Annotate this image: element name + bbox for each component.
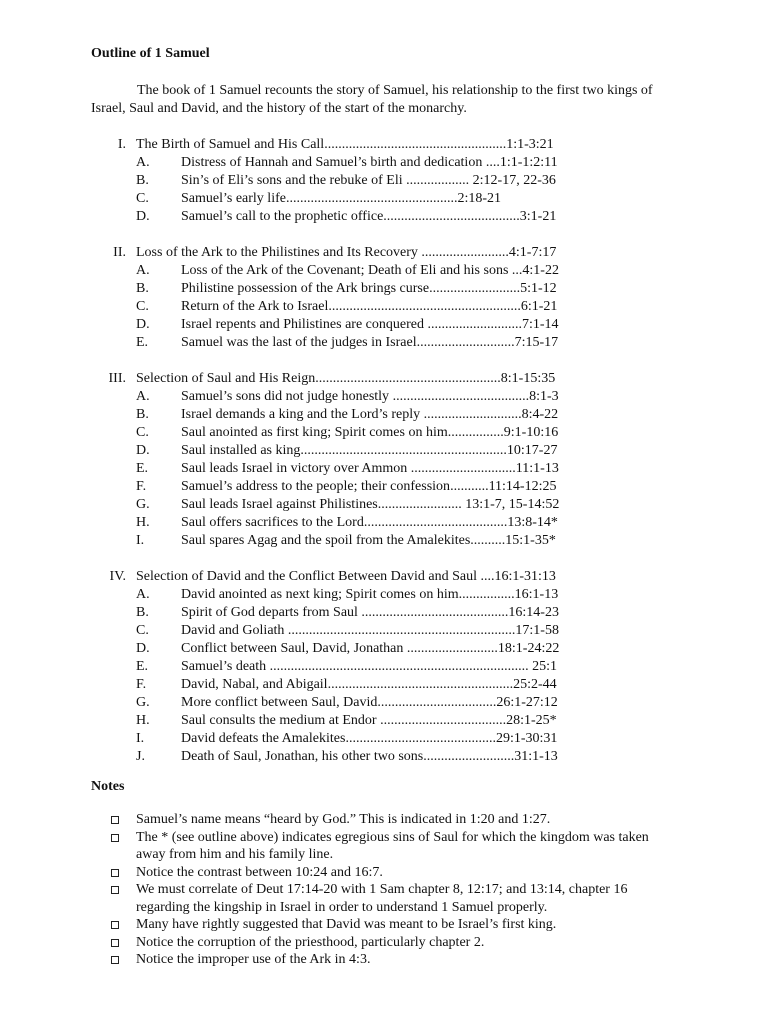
item-letter: D. (136, 317, 150, 332)
item-letter: G. (136, 497, 150, 512)
outline-item (181, 388, 559, 406)
item-reference: 13:1-7, 15-14:52 (465, 497, 560, 512)
item-reference: 10:17-27 (506, 443, 558, 458)
leader-dots: .................. (402, 173, 473, 188)
item-title: Saul spares Agag and the spoil from the Amalekites (181, 533, 471, 548)
outline-section (0, 136, 768, 226)
outline-item (181, 154, 558, 172)
outline-item (181, 730, 557, 748)
item-reference: 3:1-21 (519, 209, 557, 224)
section-reference: 4:1-7:17 (508, 245, 557, 260)
section-numeral: II. (113, 245, 126, 260)
outline-item-row (0, 172, 768, 190)
outline-section (0, 568, 768, 766)
outline-item-row (0, 388, 768, 406)
item-reference: 1:1-1:2:11 (499, 155, 558, 170)
item-reference: 2:12-17, 22-36 (472, 173, 556, 188)
leader-dots: ... (508, 263, 523, 278)
intro-paragraph: The book of 1 Samuel recounts the story of Samuel, his relationship to the first two kings of Israel, Saul and David, and the history of the start of the monarchy. (91, 83, 653, 116)
outline-section (0, 244, 768, 352)
section-heading-row (0, 370, 768, 388)
leader-dots: ................................................................. (284, 623, 516, 638)
leader-dots: .... (482, 155, 500, 170)
item-title: David and Goliath (181, 623, 285, 638)
outline-item-row (0, 676, 768, 694)
item-letter: A. (136, 587, 150, 602)
outline-item-row (0, 280, 768, 298)
leader-dots: .......................... (403, 641, 498, 656)
outline-item-row (0, 424, 768, 442)
outline-item (181, 190, 501, 208)
outline-item-row (0, 298, 768, 316)
outline-item-row (0, 694, 768, 712)
item-title: Samuel’s early life (181, 191, 286, 206)
item-title: Samuel’s call to the prophetic office (181, 209, 384, 224)
item-reference: 28:1-25* (506, 713, 557, 728)
checkbox-bullet-icon (111, 869, 119, 877)
note-item (0, 829, 768, 864)
outline-item-row (0, 262, 768, 280)
outline-item-row (0, 208, 768, 226)
note-text: The * (see outline above) indicates egregious sins of Saul for which the kingdom was taken away from him and his family line. (136, 829, 649, 862)
outline-item (181, 496, 559, 514)
section-reference: 8:1-15:35 (500, 371, 556, 386)
item-title: Saul leads Israel against Philistines (181, 497, 378, 512)
item-letter: D. (136, 443, 150, 458)
section-numeral: I. (117, 137, 126, 152)
outline-item-row (0, 316, 768, 334)
item-letter: B. (136, 407, 149, 422)
item-title: David, Nabal, and Abigail (181, 677, 328, 692)
item-letter: C. (136, 191, 149, 206)
section-heading-row (0, 568, 768, 586)
outline-item-row (0, 406, 768, 424)
outline-item (181, 316, 559, 334)
outline-item (181, 424, 558, 442)
leader-dots: ........................................................... (300, 443, 507, 458)
item-title: Death of Saul, Jonathan, his other two sons (181, 749, 424, 764)
leader-dots: ....................................... (383, 209, 520, 224)
leader-dots: ................ (458, 587, 515, 602)
checkbox-bullet-icon (111, 939, 119, 947)
note-text: Notice the corruption of the priesthood, particularly chapter 2. (136, 934, 485, 950)
outline-item-row (0, 730, 768, 748)
outline-item (181, 676, 557, 694)
item-reference: 7:15-17 (514, 335, 559, 350)
leader-dots: ................................................. (285, 191, 458, 206)
outline-item-row (0, 658, 768, 676)
item-letter: B. (136, 605, 149, 620)
outline-item (181, 298, 557, 316)
item-title: Israel demands a king and the Lord’s reply (181, 407, 421, 422)
outline-item (181, 640, 559, 658)
item-reference: 25:2-44 (513, 677, 557, 692)
note-item (0, 811, 768, 829)
outline-item (181, 208, 556, 226)
outline-item (181, 604, 559, 622)
item-letter: A. (136, 155, 150, 170)
leader-dots: ........................... (423, 317, 522, 332)
outline-item (181, 334, 558, 352)
leader-dots: ....................................... (389, 389, 530, 404)
item-title: Sin’s of Eli’s sons and the rebuke of Eli (181, 173, 403, 188)
leader-dots: ........................ (377, 497, 466, 512)
section-heading-row (0, 136, 768, 154)
item-reference: 2:18-21 (457, 191, 502, 206)
item-title: Distress of Hannah and Samuel’s birth and dedication (181, 155, 483, 170)
item-letter: H. (136, 515, 150, 530)
item-title: Philistine possession of the Ark brings curse (181, 281, 430, 296)
item-reference: 6:1-21 (520, 299, 558, 314)
item-reference: 29:1-30:31 (495, 731, 558, 746)
leader-dots: .......................................................................... (266, 659, 529, 674)
section-heading (136, 244, 556, 262)
note-item (0, 934, 768, 952)
notes-heading: Notes (91, 779, 125, 794)
section-numeral: III. (108, 371, 126, 386)
item-title: Spirit of God departs from Saul (181, 605, 358, 620)
section-reference: 16:1-31:13 (494, 569, 556, 584)
item-title: Saul offers sacrifices to the Lord (181, 515, 364, 530)
item-letter: E. (136, 461, 149, 476)
item-letter: C. (136, 299, 149, 314)
item-letter: D. (136, 209, 150, 224)
outline-item (181, 712, 557, 730)
item-title: Conflict between Saul, David, Jonathan (181, 641, 404, 656)
item-reference: 31:1-13 (514, 749, 558, 764)
outline-item (181, 280, 557, 298)
item-reference: 4:1-22 (522, 263, 559, 278)
item-title: Saul leads Israel in victory over Ammon (181, 461, 408, 476)
item-title: Samuel’s address to the people; their confession (181, 479, 451, 494)
outline-item (181, 478, 556, 496)
item-title: Samuel’s death (181, 659, 267, 674)
item-letter: H. (136, 713, 150, 728)
outline-item-row (0, 190, 768, 208)
item-reference: 17:1-58 (515, 623, 559, 638)
leader-dots: .......................................... (357, 605, 509, 620)
outline-section (0, 370, 768, 550)
section-numeral: IV. (109, 569, 126, 584)
outline-item (181, 586, 558, 604)
outline-item (181, 406, 558, 424)
section-heading (136, 568, 556, 586)
outline (0, 136, 768, 784)
note-text: Samuel’s name means “heard by God.” This is indicated in 1:20 and 1:27. (136, 812, 551, 827)
checkbox-bullet-icon (111, 886, 119, 894)
item-letter: G. (136, 695, 150, 710)
item-reference: 11:1-13 (515, 461, 559, 476)
outline-item (181, 748, 558, 766)
outline-item (181, 442, 557, 460)
item-letter: F. (136, 677, 147, 692)
checkbox-bullet-icon (111, 956, 119, 964)
item-title: Loss of the Ark of the Covenant; Death of Eli and his sons (181, 263, 509, 278)
item-letter: C. (136, 623, 149, 638)
outline-item-row (0, 604, 768, 622)
note-text: We must correlate of Deut 17:14-20 with 1 Sam chapter 8, 12:17; and 13:14, chapter 16 regarding the kingship in Israel in order to understand 1 Samuel properly. (136, 882, 628, 915)
leader-dots: .............................. (407, 461, 516, 476)
section-heading-row (0, 244, 768, 262)
leader-dots: ............................ (420, 407, 522, 422)
item-title: Saul consults the medium at Endor (181, 713, 377, 728)
item-title: David defeats the Amalekites (181, 731, 346, 746)
leader-dots: ............................ (416, 335, 515, 350)
notes-list (0, 811, 768, 969)
leader-dots: ..................................................... (315, 371, 501, 386)
leader-dots: .......... (470, 533, 506, 548)
item-reference: 7:1-14 (521, 317, 559, 332)
outline-item-row (0, 442, 768, 460)
outline-item (181, 622, 559, 640)
item-letter: B. (136, 281, 149, 296)
leader-dots: .... (476, 569, 495, 584)
outline-item-row (0, 640, 768, 658)
checkbox-bullet-icon (111, 834, 119, 842)
leader-dots: .......................... (429, 281, 521, 296)
section-heading (136, 370, 555, 388)
outline-item-row (0, 586, 768, 604)
section-title: The Birth of Samuel and His Call (136, 137, 325, 152)
section-title: Selection of David and the Conflict Between David and Saul (136, 569, 477, 584)
item-reference: 16:14-23 (508, 605, 559, 620)
item-letter: C. (136, 425, 149, 440)
note-text: Many have rightly suggested that David was meant to be Israel’s first king. (136, 917, 557, 932)
outline-item (181, 172, 556, 190)
item-reference: 25:1 (528, 659, 558, 674)
leader-dots: ......................................... (363, 515, 508, 530)
item-letter: B. (136, 173, 149, 188)
outline-item (181, 262, 559, 280)
item-letter: E. (136, 335, 149, 350)
note-text: Notice the improper use of the Ark in 4:3. (136, 952, 371, 967)
checkbox-bullet-icon (111, 921, 119, 929)
note-item (0, 881, 768, 916)
outline-item (181, 532, 556, 550)
note-text: Notice the contrast between 10:24 and 16:7. (136, 864, 383, 880)
leader-dots: .......................... (423, 749, 515, 764)
item-reference: 5:1-12 (520, 281, 557, 296)
item-letter: I. (136, 533, 145, 548)
outline-item-row (0, 748, 768, 766)
item-letter: J. (136, 749, 145, 764)
item-letter: F. (136, 479, 147, 494)
section-heading (136, 136, 554, 154)
leader-dots: .................................................... (324, 137, 507, 152)
item-letter: E. (136, 659, 149, 674)
item-reference: 11:14-12:25 (488, 479, 557, 494)
item-reference: 18:1-24:22 (497, 641, 560, 656)
item-title: Samuel’s sons did not judge honestly (181, 389, 390, 404)
document-title: Outline of 1 Samuel (91, 46, 210, 61)
item-title: Israel repents and Philistines are conquered (181, 317, 424, 332)
item-letter: I. (136, 731, 145, 746)
outline-item-row (0, 460, 768, 478)
item-title: Samuel was the last of the judges in Israel (181, 335, 417, 350)
leader-dots: ......................... (417, 245, 509, 260)
item-title: Saul installed as king (181, 443, 301, 458)
section-title: Selection of Saul and His Reign (136, 371, 316, 386)
outline-item-row (0, 154, 768, 172)
item-reference: 15:1-35* (505, 533, 556, 548)
outline-item-row (0, 622, 768, 640)
item-reference: 9:1-10:16 (503, 425, 559, 440)
leader-dots: ........................................... (345, 731, 496, 746)
item-title: David anointed as next king; Spirit comes on him (181, 587, 459, 602)
leader-dots: ..................................................... (327, 677, 514, 692)
leader-dots: ................ (447, 425, 504, 440)
outline-item-row (0, 532, 768, 550)
outline-item-row (0, 478, 768, 496)
item-reference: 16:1-13 (514, 587, 559, 602)
note-item (0, 951, 768, 969)
item-letter: A. (136, 263, 150, 278)
item-reference: 26:1-27:12 (496, 695, 558, 710)
item-title: Return of the Ark to Israel (181, 299, 329, 314)
note-item (0, 916, 768, 934)
outline-item-row (0, 496, 768, 514)
outline-item (181, 694, 558, 712)
outline-item (181, 460, 559, 478)
item-title: Saul anointed as first king; Spirit comes on him (181, 425, 448, 440)
section-title: Loss of the Ark to the Philistines and Its Recovery (136, 245, 418, 260)
item-letter: D. (136, 641, 150, 656)
item-letter: A. (136, 389, 150, 404)
leader-dots: .................................... (376, 713, 507, 728)
section-reference: 1:1-3:21 (506, 137, 554, 152)
outline-item (181, 658, 557, 676)
leader-dots: ....................................................... (328, 299, 521, 314)
item-reference: 8:1-3 (529, 389, 559, 404)
item-title: More conflict between Saul, David (181, 695, 378, 710)
outline-item-row (0, 334, 768, 352)
leader-dots: .................................. (377, 695, 497, 710)
outline-item (181, 514, 558, 532)
outline-item-row (0, 712, 768, 730)
item-reference: 8:4-22 (521, 407, 559, 422)
outline-item-row (0, 514, 768, 532)
checkbox-bullet-icon (111, 816, 119, 824)
item-reference: 13:8-14* (507, 515, 558, 530)
note-item (0, 864, 768, 882)
leader-dots: ........... (450, 479, 489, 494)
